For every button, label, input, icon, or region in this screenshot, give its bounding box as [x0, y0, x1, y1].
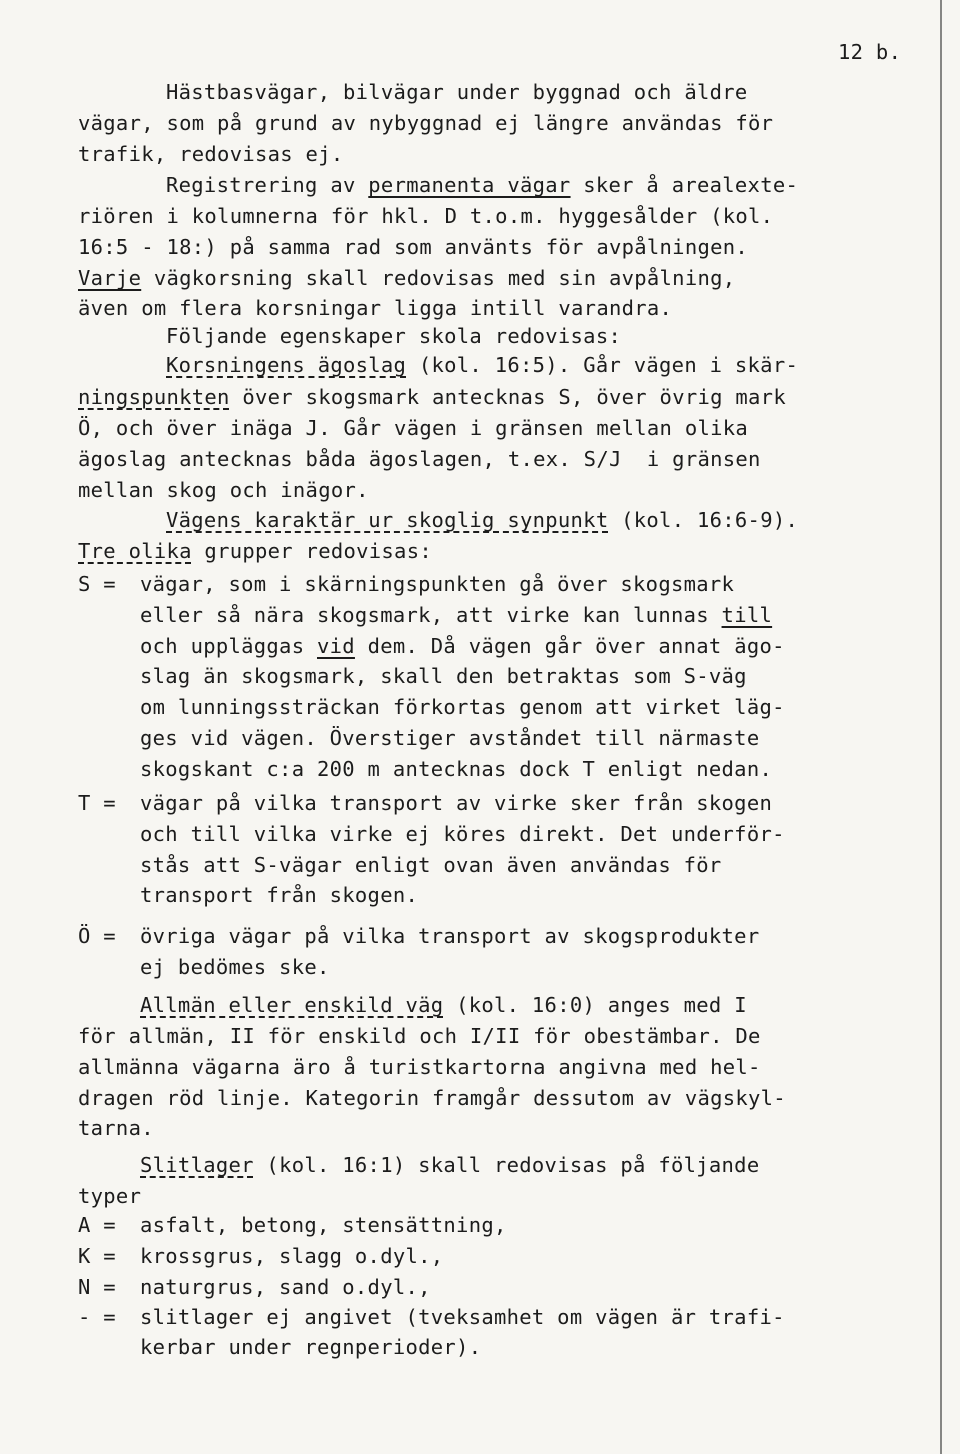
definition-line: [140, 636, 785, 657]
underlined-term: ningspunkten: [78, 385, 230, 409]
text-line: dragen röd linje. Kategorin framgår dessutom av vägskyl-: [78, 1086, 786, 1110]
type-label: - =: [78, 1305, 116, 1329]
underlined-term: Slitlager: [140, 1153, 254, 1177]
text-line: vägar, som på grund av nybyggnad ej längre användas för: [78, 111, 774, 135]
definition-label: Ö =: [78, 924, 116, 948]
text-segment: Registrering av: [166, 173, 369, 197]
page-edge: [940, 0, 942, 1454]
text-segment: (kol. 16:1) skall redovisas på följande: [253, 1153, 760, 1177]
underlined-term: Vägens karaktär ur skoglig synpunkt: [166, 508, 609, 532]
text-segment: vägkorsning skall redovisas med sin avpålning,: [141, 266, 736, 290]
underlined-term: Korsningens ägoslag: [166, 353, 407, 377]
text-line: [78, 541, 432, 562]
definition-line: ej bedömes ske.: [140, 955, 330, 979]
text-line: Hästbasvägar, bilvägar under byggnad och äldre: [166, 80, 748, 104]
text-line: [140, 1155, 759, 1176]
definition-line: ges vid vägen. Överstiger avståndet till närmaste: [140, 726, 760, 750]
type-text: asfalt, betong, stensättning,: [140, 1213, 507, 1237]
definition-label: S =: [78, 572, 116, 596]
text-line: riören i kolumnerna för hkl. D t.o.m. hyggesålder (kol.: [78, 204, 774, 228]
type-text: slitlager ej angivet (tveksamhet om vägen är trafi-: [140, 1305, 785, 1329]
definition-line: och till vilka virke ej köres direkt. Det underför-: [140, 822, 785, 846]
text-line: för allmän, II för enskild och I/II för obestämbar. De: [78, 1024, 761, 1048]
text-segment: (kol. 16:0) anges med I: [443, 993, 747, 1017]
text-line: Följande egenskaper skola redovisas:: [166, 324, 622, 348]
text-line: [166, 355, 798, 376]
definition-line: vägar på vilka transport av virke sker från skogen: [140, 791, 773, 815]
text-line: 16:5 - 18:) på samma rad som använts för avpålningen.: [78, 235, 749, 259]
text-line: tarna.: [78, 1116, 154, 1140]
definition-line: stås att S-vägar enligt ovan även användas för: [140, 853, 722, 877]
type-text: naturgrus, sand o.dyl.,: [140, 1275, 431, 1299]
type-label: A =: [78, 1213, 116, 1237]
text-line: [166, 510, 798, 531]
definition-line: om lunningssträckan förkortas genom att virket läg-: [140, 695, 785, 719]
type-text-continuation: kerbar under regnperioder).: [140, 1335, 482, 1359]
text-segment: över skogsmark antecknas S, över övrig mark: [229, 385, 786, 409]
text-segment: dem. Då vägen går över annat ägo-: [354, 634, 785, 658]
underlined-term: vid: [317, 634, 355, 658]
text-line: allmänna vägarna äro å turistkartorna angivna med hel-: [78, 1055, 761, 1079]
page-number: 12 b.: [838, 40, 902, 64]
underlined-term: Varje: [78, 266, 142, 290]
underlined-term: Tre olika: [78, 539, 192, 563]
definition-line: [140, 605, 772, 626]
text-line: [166, 175, 798, 196]
definition-line: skogskant c:a 200 m antecknas dock T enligt nedan.: [140, 757, 773, 781]
definition-line: transport från skogen.: [140, 883, 419, 907]
text-line: även om flera korsningar ligga intill varandra.: [78, 296, 673, 320]
text-segment: eller så nära skogsmark, att virke kan lunnas: [140, 603, 722, 627]
type-label: K =: [78, 1244, 116, 1268]
definition-line: slag än skogsmark, skall den betraktas som S-väg: [140, 664, 747, 688]
text-line: [78, 268, 735, 289]
text-segment: (kol. 16:6-9).: [608, 508, 799, 532]
text-segment: (kol. 16:5). Går vägen i skär-: [406, 353, 799, 377]
definition-label: T =: [78, 791, 116, 815]
text-line: ägoslag antecknas båda ägoslagen, t.ex. S/J i gränsen: [78, 447, 761, 471]
text-line: Ö, och över inäga J. Går vägen i gränsen mellan olika: [78, 416, 749, 440]
type-label: N =: [78, 1275, 116, 1299]
text-line: trafik, redovisas ej.: [78, 142, 344, 166]
definition-line: vägar, som i skärningspunkten gå över skogsmark: [140, 572, 735, 596]
type-text: krossgrus, slagg o.dyl.,: [140, 1244, 444, 1268]
underlined-term: Allmän eller enskild väg: [140, 993, 444, 1017]
text-line: [78, 387, 786, 408]
text-segment: och uppläggas: [140, 634, 317, 658]
text-segment: sker å arealexte-: [570, 173, 799, 197]
text-line: typer: [78, 1184, 142, 1208]
text-segment: grupper redovisas:: [191, 539, 432, 563]
definition-line: övriga vägar på vilka transport av skogsprodukter: [140, 924, 760, 948]
text-line: [140, 995, 747, 1016]
underlined-term: till: [721, 603, 773, 627]
underlined-term: permanenta vägar: [368, 173, 571, 197]
text-line: mellan skog och inägor.: [78, 478, 369, 502]
